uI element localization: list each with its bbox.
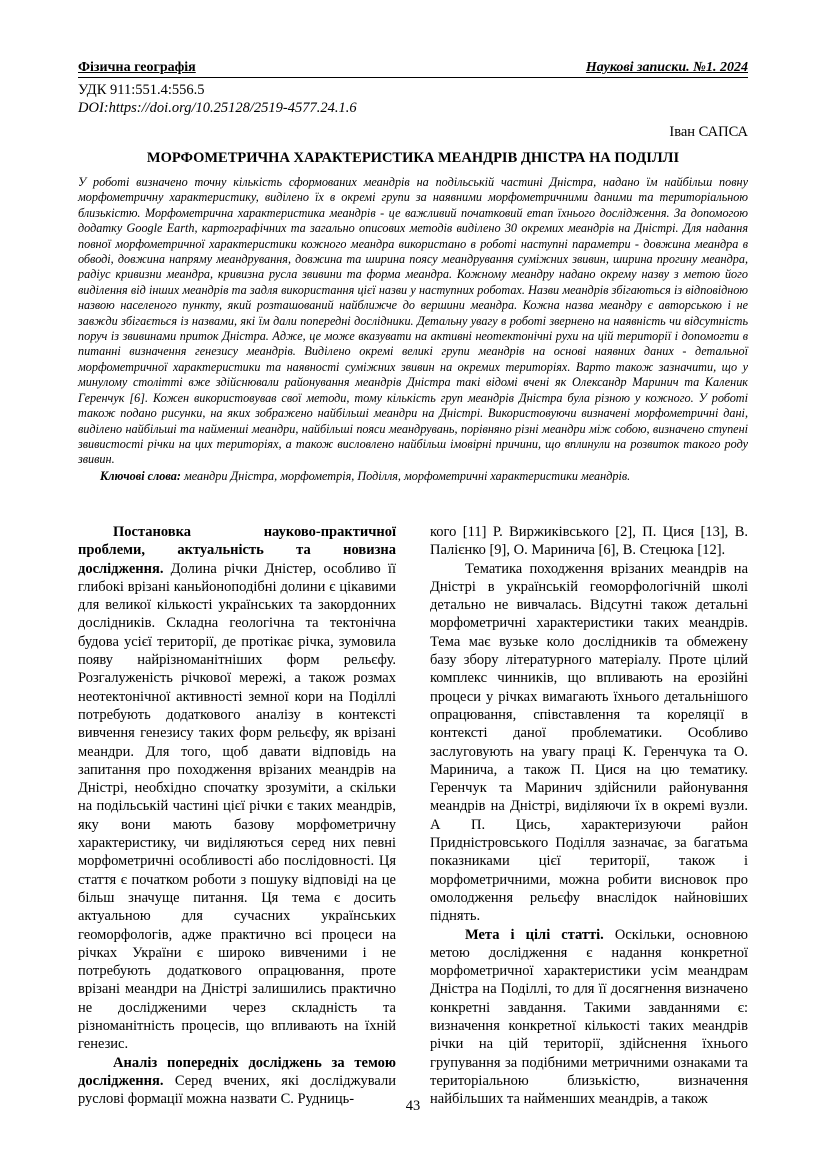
paragraph-text: Оскільки, основною метою дослідження є надання конкретної морфометричної характеристики усім меандрам Дністра на Поділлі, то для її досягнення визначено конкретні завдання. Такими завданнями є: визначення конкретної кількості таких меандрів річки на цій території, здійснення їхнього групування за подібними метричними ознаками та територіальною близькістю, визначення найбільших та найменших меандрів, а також xyxy=(430,926,748,1108)
author: Іван САПСА xyxy=(669,124,748,140)
page-top xyxy=(78,60,748,484)
section-heading: Аналіз попередніх досліджень за темою дослідження. xyxy=(78,1054,396,1089)
paragraph xyxy=(430,926,748,1109)
paper-title: МОРФОМЕТРИЧНА ХАРАКТЕРИСТИКА МЕАНДРІВ ДНІСТРА НА ПОДІЛЛІ xyxy=(146,150,680,166)
page-number: 43 xyxy=(405,1098,421,1114)
keywords-text: меандри Дністра, морфометрія, Поділля, морфометричні характеристики меандрів. xyxy=(180,468,631,483)
running-header xyxy=(78,60,748,78)
abstract: У роботі визначено точну кількість сформованих меандрів на подільській частині Дністра, надано їм найбільш повну морфометричну характеристику, виділено їх в окремі групи за наявними морфометричними даними та територіальною близькістю. Морфометрична характеристика меандрів - це важливий початковий етап їхнього дослідження. За допомогою додатку Google Earth, картографічних та загально описових методів виділено 30 окремих меандрів на Дністрі. Для надання повної морфометричної характеристики кожного меандра використано в роботі наступні параметри - довжина меандра в обводі, довжина напряму меандрування, довжина та ширина поясу меандрування суміжних звивин, ширина прогину меандра, радіус кривизни меандра, кривизна русла звивини та форма меандра. Кожному меандру надано окрему назву з метою його виділення від інших меандрів та задля використання цієї назви у наступних роботах. Назви меандрів збігаються із відповідною назвою населеного пункту, який розташований найближче до вершини меандра. Кожна назва меандру є авторською і не завжди збігається із назвами, які їм дали попередні дослідники. Детальну увагу в роботі звернено на наявність чи відсутність поруч із звивинами приток Дністра. Адже, це може вказувати на активні неотектонічні рухи на цій території і допомогти в питанні визначення генезису меандрів. Виділено окремі великі групи меандрів на основі наявних даних - детальної морфометричної характеристики та наявності суміжних звивин на окремих територіях. Варто також зазначити, що у минулому столітті вже здійснювали районування меандрів Дністра такі відомі вчені як Олександр Маринич та Каленик Геренчук [6]. Кожен використовував свої методи, тому кількість груп меандрів Дністра була різною у кожного. У роботі також подано рисунки, на яких зображено найбільші меандри на Дністрі. Використовуючи визначені морфометричні дані, виділено найбільші та найменші меандри, найбільші пояси меандрувань, порівняно різні меандри між собою, визначено ступені звивистості річки на цих територіях, а також висловлено найбільш імовірні причини, що вплинули на розвиток такого роду звивин. xyxy=(78,175,748,467)
paragraph-text: Долина річки Дністер, особливо її глибокі врізані каньйоноподібні долини є цікавими для великої кількості українських та закордонних дослідників. Складна геологічна та тектонічна будова усієї території, де протікає річка, зумовила появу найрізноманітніших форм рельєфу. Розгалуженість річкової мережі, а також розмах неотектонічної активності земної кори на Поділлі потребують додаткового аналізу в контексті вивчення генезису таких форм рельєфу, як врізані меандри. Для того, щоб давати відповідь на запитання про походження врізаних меандрів на Дністрі, необхідно спочатку зрозуміти, а скільки на подільській частині цієї річки є таких меандрів, яку вони мають базову морфометричну характеристику, чи виділяються серед них певні морфометричні особливості або послідовності. Ця стаття є початком роботи з пошуку відповіді на це більш значуще питання. Ця тема є досить актуальною для сучасних українських геоморфологів, адже практично всі процеси на річках України є широко вивченими і не потребують додаткового опрацювання, проте врізані меандри на Дністрі залишились практично не дослідженими через складність та різноманітність процесів, що впливають на їхній генезис. xyxy=(78,560,396,1053)
section-heading: Постановка науково-практичної проблеми, актуальність та новизна дослідження. xyxy=(78,524,396,577)
keywords xyxy=(78,469,748,484)
journal-name: Наукові записки. №1. 2024 xyxy=(585,60,748,75)
right-column xyxy=(430,523,748,1109)
paragraph xyxy=(78,523,396,1054)
udk-code: УДК 911:551.4:556.5 xyxy=(78,82,205,98)
body-columns xyxy=(78,523,748,1109)
section-heading: Мета і цілі статті. xyxy=(465,926,604,943)
paragraph: Тематика походження врізаних меандрів на Дністрі в українській геоморфологічній школі детально не вивчалась. Відсутні також детальні морфометричні характеристики таких меандрів. Тема має вузьке коло дослідників та обмежену базу збору літературного матеріалу. Проте цілий комплекс чинників, що впливають на ерозійні процеси у річках вимагають їхнього детальнішого опрацювання, співставлення та кореляції в контексті даної проблематики. Особливо заслуговують на увагу праці К. Геренчука та О. Маринича, а також П. Цися на цю тематику. Геренчук та Маринич здійснили районування меандрів на Дністрі, виділяючи їх в окремі вузли. А П. Цись, характеризуючи район Придністровського Поділля зазначає, за багатьма показниками цієї території, також і морфометричними, можна робити висновок про омолодження рельєфу внаслідок найновіших піднять. xyxy=(430,560,748,925)
doi: DOI:https://doi.org/10.25128/2519-4577.24.1.6 xyxy=(78,100,357,116)
paragraph: кого [11] Р. Виржиківського [2], П. Цися [13], В. Палієнко [9], О. Маринича [6], В. Стецюка [12]. xyxy=(430,524,748,559)
paragraph-text: Серед вчених, які досліджували руслові формації можна назвати С. Рудниць- xyxy=(78,1072,396,1108)
section-name: Фізична географія xyxy=(78,60,196,75)
keywords-label: Ключові слова: xyxy=(100,468,181,483)
left-column xyxy=(78,523,396,1109)
